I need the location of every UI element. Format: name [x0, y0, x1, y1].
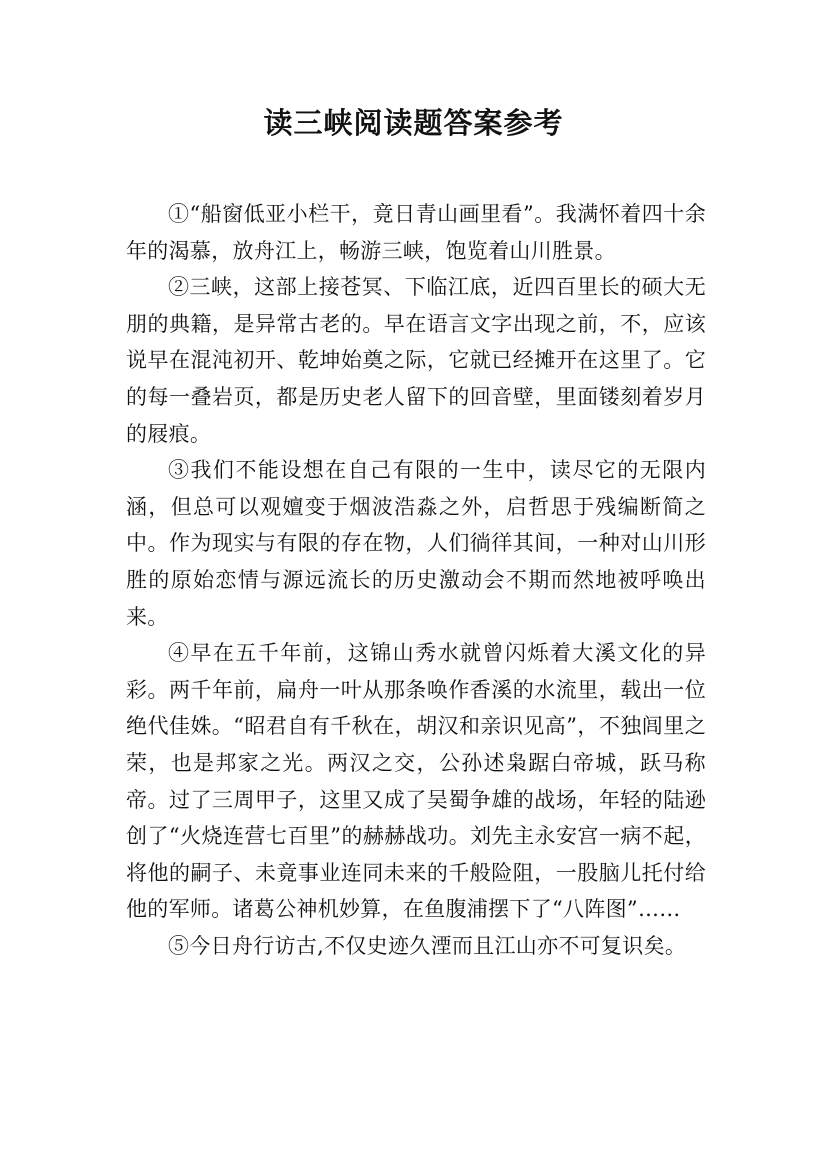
document-title: 读三峡阅读题答案参考 [263, 106, 564, 140]
paragraph-2: ②三峡，这部上接苍冥、下临江底，近四百里长的硕大无朋的典籍，是异常古老的。早在语言文字出现之前，不，应该说早在混沌初开、乾坤始奠之际，它就已经摊开在这里了。它的每一叠岩页，都是历史老人留下的回音壁，里面镂刻着岁月的屐痕。 [126, 275, 706, 446]
paragraph-5: ⑤今日舟行访古,不仅史迹久湮而且江山亦不可复识矣。 [168, 933, 687, 958]
paragraph-4: ④早在五千年前，这锦山秀水就曾闪烁着大溪文化的异彩。两千年前，扁舟一叶从那条唤作香溪的水流里，载出一位绝代佳姝。“昭君自有千秋在，胡汉和亲识见高”，不独闾里之荣，也是邦家之光。两汉之交，公孙述枭踞白帝城，跃马称帝。过了三周甲子，这里又成了吴蜀争雄的战场，年轻的陆逊创了“火烧连营七百里”的赫赫战功。刘先主永安宫一病不起，将他的嗣子、未竟事业连同未来的千般险阻，一股脑儿托付给他的军师。诸葛公神机妙算，在鱼腹浦摆下了“八阵图”…… [126, 641, 706, 922]
paragraph-1: ①“船窗低亚小栏干，竟日青山画里看”。我满怀着四十余年的渴慕，放舟江上，畅游三峡，饱览着山川胜景。 [126, 202, 706, 263]
document-body [126, 196, 706, 964]
paragraph-3: ③我们不能设想在自己有限的一生中，读尽它的无限内涵，但总可以观嬗变于烟波浩淼之外，启哲思于残编断简之中。作为现实与有限的存在物，人们徜徉其间，一种对山川形胜的原始恋情与源远流长的历史激动会不期而然地被呼唤出来。 [126, 458, 706, 629]
